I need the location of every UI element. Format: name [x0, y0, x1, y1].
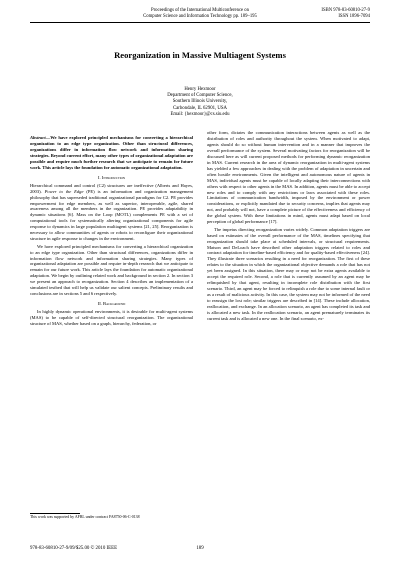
- author-email: Email: {hexmoor}@cs.siu.edu: [170, 111, 230, 117]
- footnote: This work was supported by AFRL under contract FA8750-06-C-0138: [30, 515, 140, 519]
- right-column: [207, 130, 370, 323]
- header-rule: [30, 22, 370, 23]
- section-heading-background: II. Background: [97, 301, 126, 307]
- right-paragraph-1: other form, dictates the communication interactions between agents as well as the distribution of roles and authority throughout the system. When motivated to adapt, agents should do so without human intervention and in a manner that improves the overall performance of the system. Several motivating factors for reorganization will be discussed here as will current proposed methods for performing dynamic reorganization in MAS. Current research in the area of dynamic reorganization in multi-agent systems has yielded a few approaches in dealing with the problem of adaptation in uncertain and often hostile environments. Given the intelligent and autonomous nature of agents in MAS, individual agents must be capable of locally adapting their interconnections with others with respect to other agents in the MAS. In addition, agents must be able to accept new roles and to comply with any restrictions or laws associated with these roles. Limitations of communication bandwidth, imposed by the environment or power considerations, or explicitly mandated due to security concerns, implies that agents may not, and probably will not, have a complete picture of the effectiveness and efficiency of the global system. With these limitations in mind, agents must adapt based on local perception of global performance [17].: [207, 130, 370, 225]
- copyright-line: 978-83-60810-27-9/09/$25.00 © 2010 IEEE: [30, 546, 118, 551]
- author-name: Henry Hexmoor: [184, 87, 216, 92]
- intro-p1-text-b: (PE) is an information and organization management philosophy that has superseded traditional organizational paradigms for C2. PE provides empowerment for edge members, as well as superior, interoperable, agile, shared awareness among all the members in the organization. PE provides adaptability in dynamic situations [6]. Mass on the Loop (MOTL) complements PE with a set of computational tools for systematically altering organizational components for agile response to dynamics in large population multiagent systems [21, 25]. Reorganization is necessary to allow communities of agents or robots to reconfigure their organizational structure in agile response to changes in the environment.: [30, 188, 193, 242]
- section-heading-introduction: I. Introduction: [97, 174, 126, 180]
- right-paragraph-2: The impetus directing reorganization varies widely. Common adaptation triggers are based on estimates of the overall performance of the MAS, timelines specifying that reorganization should take place at scheduled intervals, or structural requirements. Matson and DeLoach have described other adaptation triggers related to roles and contract adaptation for timeline-based efficiency and for quality-based effectiveness [24]. They illustrate three scenarios resulting in a need for reorganization. The first of these relates to the situation in which the organizational objective demands a role that has not yet been assigned. In this situation, there may or may not be extra agents available to accept the required role. Second, a role that is currently assumed by an agent may be relinquished by that agent, resulting in incomplete role distribution with the first scenario. Third, an agent may be forced to relinquish a role due to some internal fault or as a result of malicious activity. In this case, the system may not be informed of the need to reassign the lost role; similar triggers are described in [14]. These include allocation, reallocation, and exchange. In an allocation scenario, an agent has completed its task and is allocated a new task. In the reallocation scenario, an agent prematurely terminates its current task and is allocated a new one. In the final scenario, ex-: [207, 226, 370, 321]
- issn: ISSN 1896-7094: [338, 14, 370, 19]
- abstract: [30, 135, 193, 171]
- author-block: [30, 87, 370, 118]
- intro-paragraph-1: [30, 183, 193, 243]
- isbn: ISBN 978-83-60810-27-9: [321, 8, 370, 13]
- abstract-label: Abstract: [30, 135, 46, 140]
- intro-p1-text-a: Hierarchical command and control (C2) structures are ineffective (Alberts and Hayes, 2003).: [30, 182, 193, 194]
- author-city: Carbondale, IL 62901, USA: [172, 105, 228, 111]
- intro-paragraph-2: We have explored principled mechanisms for converting a hierarchical organization to an edge type organization. Other than structural differences, organizations differ in information flow network and information sharing strategies. Many types of organizational adaptation are possible and require in-depth research that we anticipate to remain for our future work. This article lays the foundation for automatic organizational adaptation. We begin by outlining related work and background in section 2. In section 3 we present an approach to reorganization. Section 4 describes an implementation of a simulated testbed that will help us validate our salient concepts. Preliminary results and conclusions are in sections 5 and 6 respectively.: [30, 243, 193, 297]
- footnote-rule: [30, 513, 80, 514]
- intro-p1-italic: Power to the Edge: [44, 188, 84, 194]
- author-department: Department of Computer Science,: [167, 93, 233, 99]
- page-number: 189: [196, 546, 204, 551]
- left-column: [30, 135, 193, 328]
- conference-line-2: Computer Science and Information Technology pp. 189–195: [143, 14, 257, 19]
- conference-line-1: Proceedings of the International Multiconference on: [150, 8, 249, 13]
- paper-title: Reorganization in Massive Multiagent Systems: [114, 50, 286, 60]
- background-paragraph-1: In highly dynamic operational environments, it is desirable for multi-agent systems (MAS) to be capable of self-directed structural reorganization. The organizational structure of MAS, whether based on a graph, hierarchy, federation, or: [30, 309, 193, 327]
- author-university: Southern Illinois University,: [172, 99, 228, 105]
- abstract-text: —We have explored principled mechanisms for converting a hierarchical organization to an edge type organization. Other than structural differences, organizations differ in information flow network and information sharing strategies. Beyond current effort, many other types of organizational adaptation are possible and require much further research that we anticipate to remain for future work. This article lays the foundation for automatic organizational adaptation.: [30, 135, 193, 170]
